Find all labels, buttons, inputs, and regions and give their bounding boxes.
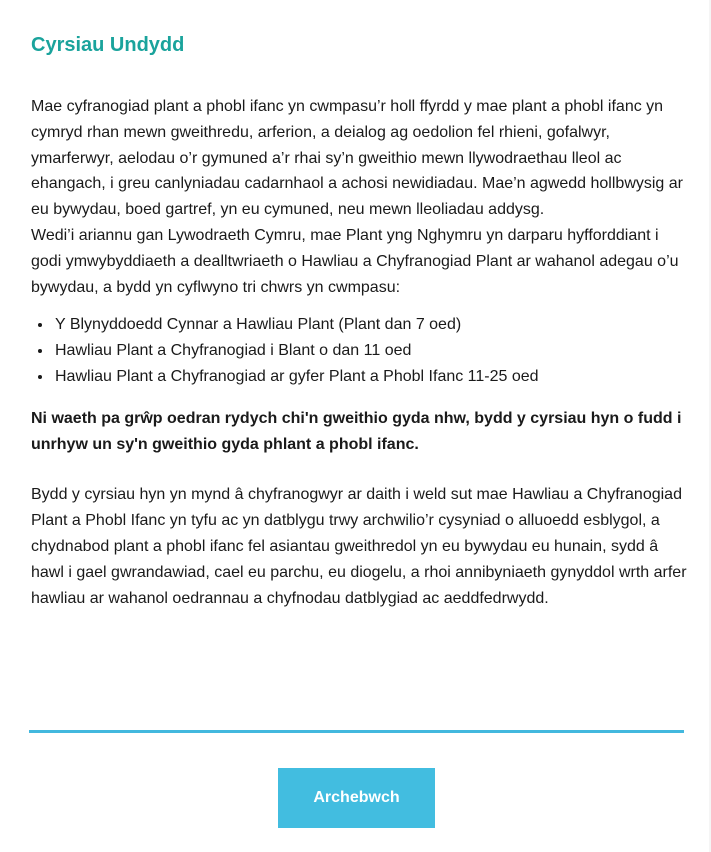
- book-button[interactable]: Archebwch: [278, 768, 435, 828]
- course-list-item-early-years: • Y Blynyddoedd Cynnar a Hawliau Plant (Plant dan 7 oed): [53, 312, 691, 338]
- page-title: Cyrsiau Undydd: [31, 34, 185, 56]
- course-list-item-under-11: • Hawliau Plant a Chyfranogiad i Blant o dan 11 oed: [53, 338, 691, 364]
- course-list: [31, 312, 691, 389]
- intro-paragraph: Mae cyfranogiad plant a phobl ifanc yn cwmpasu’r holl ffyrdd y mae plant a phobl ifanc yn cymryd rhan mewn gweithredu, arferion, a deialog ag oedolion fel rhieni, gofalwyr, ymarferwyr, aelodau o’r gymuned a’r rhai sy’n gweithio mewn llywodraethau lleol ac ehangach, i greu canlyniadau cadarnhaol a achosi newidiadau. Mae’n agwedd hollbwysig ar eu bywydau, boed gartref, yn eu cymuned, neu mewn lleoliadau addysg.: [31, 98, 683, 219]
- highlight-paragraph: Ni waeth pa grŵp oedran rydych chi'n gweithio gyda nhw, bydd y cyrsiau hyn o fudd i unrhyw un sy'n gweithio gyda phlant a phobl ifanc.: [31, 409, 682, 453]
- course-list-item-11-25: • Hawliau Plant a Chyfranogiad ar gyfer Plant a Phobl Ifanc 11-25 oed: [53, 364, 691, 390]
- description-paragraph: Bydd y cyrsiau hyn yn mynd â chyfranogwyr ar daith i weld sut mae Hawliau a Chyfranogiad Plant a Phobl Ifanc yn tyfu ac yn datblygu trwy archwilio’r cysyniad o alluoedd esblygol, a chydnabod plant a phobl ifanc fel asiantau gweithredol yn eu bywydau eu hunain, sydd â hawl i gael gwrandawiad, cael eu parchu, eu diogelu, a rhoi annibyniaeth gynyddol wrth arfer hawliau ar wahanol oedrannau a chyfnodau datblygiad ac aeddfedrwydd.: [31, 486, 687, 607]
- section-divider: [29, 730, 684, 733]
- funding-paragraph: Wedi’i ariannu gan Lywodraeth Cymru, mae Plant yng Nghymru yn darparu hyfforddiant i godi ymwybyddiaeth a dealltwriaeth o Hawliau a Chyfranogiad Plant ar wahanol adegau o’u bywydau, a bydd yn cyflwyno tri chwrs yn cwmpasu:: [31, 226, 679, 296]
- content-area: [31, 30, 691, 611]
